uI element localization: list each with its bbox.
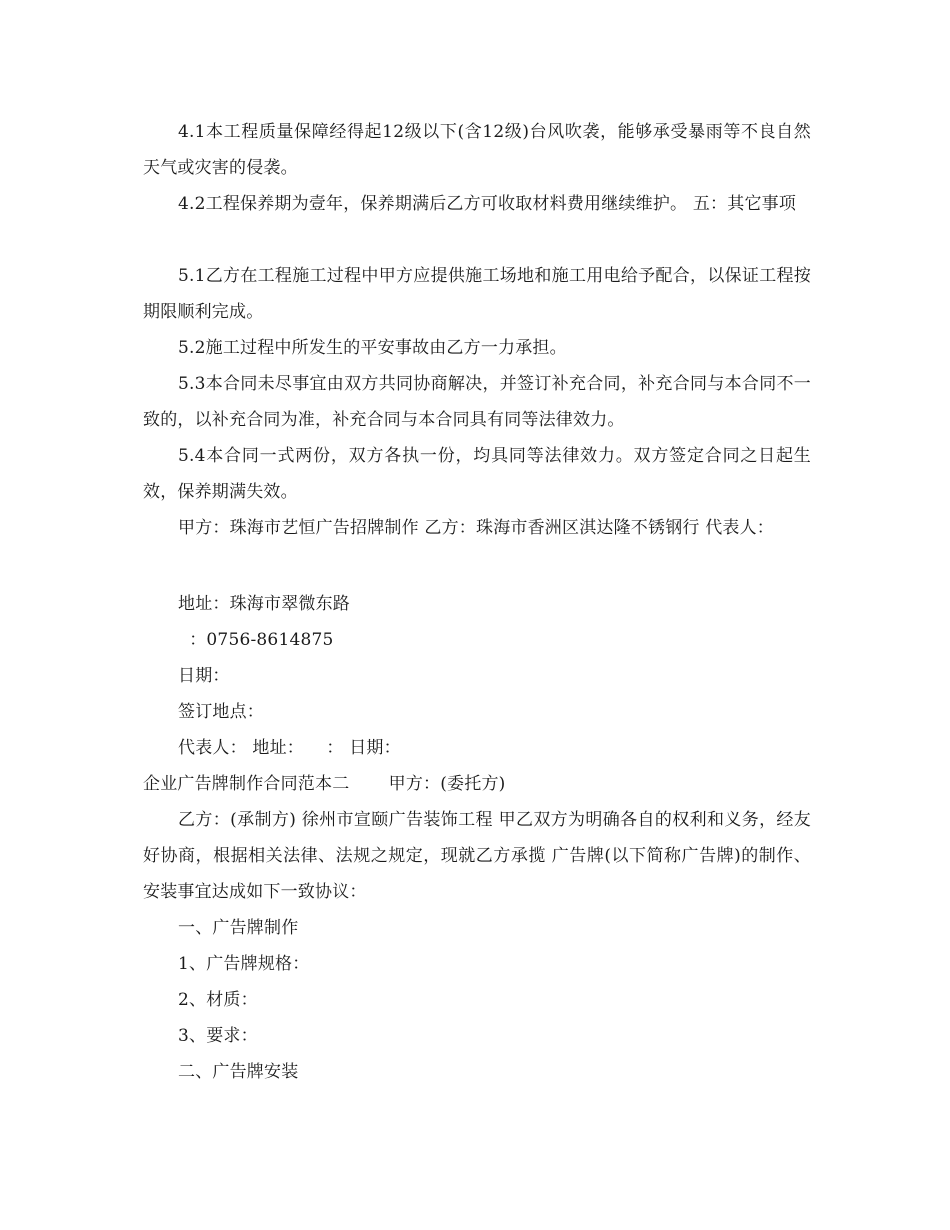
- section-2-heading: 二、广告牌安装: [178, 1062, 299, 1082]
- representative-text: 代表人： 地址： ： 日期：: [178, 738, 401, 758]
- clause-4-1: 4.1本工程质量保障经得起12级以下(含12级)台风吹袭，能够承受暴雨等不良自然天气或灾害的侵袭。: [143, 122, 811, 178]
- item-2-material: 2、材质：: [178, 990, 258, 1010]
- signing-place-line: 签订地点：: [178, 702, 264, 722]
- item-1-spec: 1、广告牌规格：: [178, 954, 310, 974]
- clause-5-2: 5.2施工过程中所发生的平安事故由乙方一力承担。: [178, 338, 567, 358]
- address-line: 地址：珠海市翠微东路: [178, 594, 350, 614]
- clause-5-1: 5.1乙方在工程施工过程中甲方应提供施工场地和施工用电给予配合，以保证工程按期限顺利完成。: [143, 266, 811, 322]
- clause-4-2: 4.2工程保养期为壹年，保养期满后乙方可收取材料费用继续维护。 五：其它事项: [178, 194, 797, 214]
- phone-text: ：0756-8614875: [178, 630, 334, 650]
- clause-5-3: 5.3本合同未尽事宜由双方共同协商解决，并签订补充合同，补充合同与本合同不一致的，以补充合同为准，补充合同与本合同具有同等法律效力。: [143, 374, 811, 430]
- contract-template-title: [143, 766, 811, 802]
- representative-line: [143, 730, 811, 766]
- party-b-intro: 乙方：(承制方) 徐州市宣颐广告装饰工程 甲乙双方为明确各自的权利和义务，经友好协商，根据相关法律、法规之规定，现就乙方承揽 广告牌(以下简称广告牌)的制作、安装事宜达成如下一致协议：: [143, 810, 811, 902]
- section-1-heading: 一、广告牌制作: [178, 918, 299, 938]
- signature-parties: 甲方：珠海市艺恒广告招牌制作 乙方：珠海市香洲区淇达隆不锈钢行 代表人：: [178, 518, 775, 538]
- clause-5-4: 5.4本合同一式两份，双方各执一份，均具同等法律效力。双方签定合同之日起生效，保养期满失效。: [143, 446, 811, 502]
- item-3-requirements: 3、要求：: [178, 1026, 258, 1046]
- contract-template-title-text: 企业广告牌制作合同范本二 甲方：(委托方): [143, 774, 506, 794]
- date-line: 日期：: [178, 666, 230, 686]
- phone-line: [143, 622, 811, 658]
